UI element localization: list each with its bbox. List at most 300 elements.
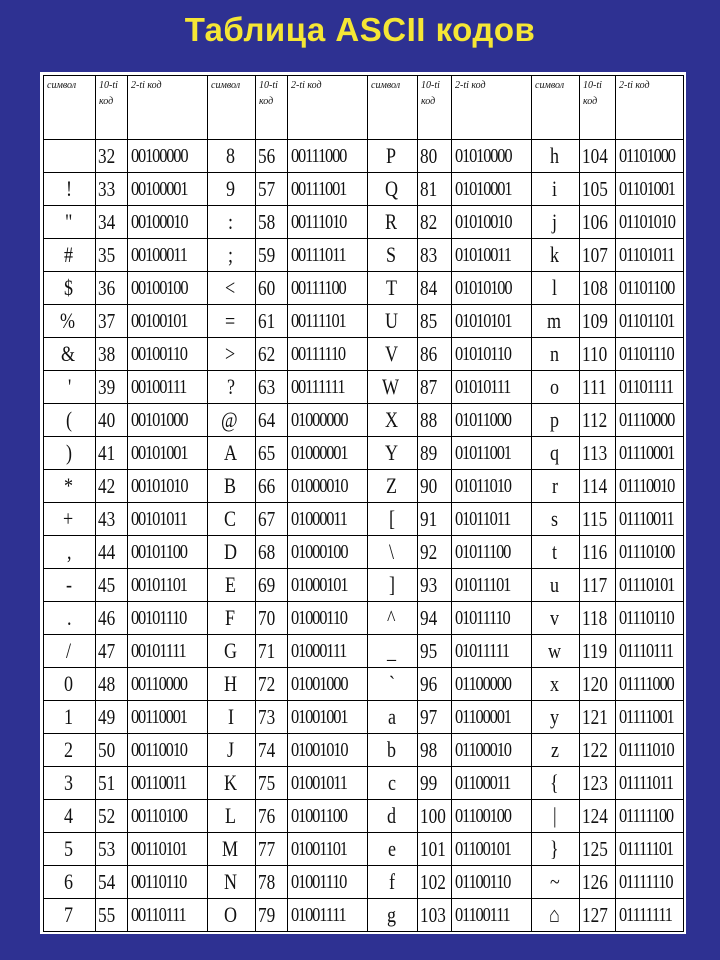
- decimal-cell-text: 126: [582, 869, 608, 894]
- table-row: [44, 833, 684, 866]
- table-row: [44, 206, 684, 239]
- binary-cell-text: 01100110: [455, 870, 511, 893]
- decimal-cell-text: 117: [582, 572, 608, 597]
- binary-cell: [128, 635, 208, 668]
- table-row: [44, 635, 684, 668]
- ascii-table: [43, 75, 684, 932]
- binary-cell-text: 00101000: [131, 408, 188, 431]
- decimal-cell: [418, 635, 452, 668]
- binary-cell: [616, 503, 684, 536]
- decimal-cell: [256, 140, 288, 173]
- symbol-cell: [368, 602, 418, 635]
- decimal-cell-text: 119: [582, 638, 608, 663]
- decimal-cell: [256, 371, 288, 404]
- binary-cell-text: 00111100: [291, 276, 346, 299]
- binary-cell-text: 01010111: [455, 375, 511, 398]
- table-row: [44, 173, 684, 206]
- binary-cell-text: 01101001: [619, 177, 675, 200]
- symbol-cell-text: [: [388, 506, 395, 531]
- binary-cell-text: 00110101: [131, 837, 187, 860]
- decimal-cell: [418, 206, 452, 239]
- decimal-cell-text: 96: [420, 671, 438, 696]
- symbol-cell-text: %: [60, 308, 76, 333]
- symbol-cell-text: ~: [549, 869, 560, 894]
- decimal-cell: [256, 239, 288, 272]
- symbol-cell: [44, 338, 96, 371]
- binary-cell-text: 00100000: [131, 144, 188, 167]
- decimal-cell-text: 52: [98, 803, 116, 828]
- symbol-cell: [208, 701, 256, 734]
- binary-cell-text: 00101100: [131, 540, 187, 563]
- symbol-cell: [532, 668, 580, 701]
- decimal-cell: [418, 470, 452, 503]
- binary-cell-text: 01110011: [619, 507, 674, 530]
- binary-cell: [452, 140, 532, 173]
- binary-cell-text: 01111110: [619, 870, 673, 893]
- decimal-cell: [96, 701, 128, 734]
- decimal-cell-text: 33: [98, 176, 116, 201]
- decimal-cell: [580, 635, 616, 668]
- decimal-cell-text: 86: [420, 341, 438, 366]
- symbol-cell: [368, 272, 418, 305]
- symbol-cell-text: k: [550, 242, 560, 267]
- symbol-cell-text: 2: [64, 737, 74, 762]
- decimal-cell-text: 76: [258, 803, 276, 828]
- decimal-cell-text: 72: [258, 671, 276, 696]
- symbol-cell-text: 4: [64, 803, 74, 828]
- symbol-cell: [208, 866, 256, 899]
- decimal-cell: [418, 536, 452, 569]
- symbol-cell-text: S: [386, 242, 397, 267]
- binary-cell-text: 00110111: [131, 903, 186, 926]
- binary-cell: [452, 668, 532, 701]
- symbol-cell-text: F: [225, 605, 236, 630]
- symbol-cell-text: n: [550, 341, 560, 366]
- decimal-cell-text: 78: [258, 869, 276, 894]
- decimal-cell: [580, 899, 616, 932]
- binary-cell: [288, 866, 368, 899]
- symbol-cell-text: f: [388, 869, 395, 894]
- binary-cell-text: 01010000: [455, 144, 512, 167]
- binary-cell: [288, 140, 368, 173]
- binary-cell: [288, 569, 368, 602]
- decimal-cell-text: 47: [98, 638, 116, 663]
- decimal-cell: [580, 833, 616, 866]
- binary-cell-text: 01111001: [619, 705, 674, 728]
- symbol-cell: [532, 437, 580, 470]
- decimal-cell-text: 41: [98, 440, 116, 465]
- decimal-cell-text: 110: [582, 341, 608, 366]
- symbol-cell: [208, 668, 256, 701]
- ascii-table-sheet: [40, 72, 686, 934]
- symbol-cell: [208, 470, 256, 503]
- binary-cell: [452, 437, 532, 470]
- decimal-cell: [96, 404, 128, 437]
- decimal-cell-text: 107: [582, 242, 608, 267]
- decimal-cell-text: 46: [98, 605, 116, 630]
- symbol-cell-text: L: [224, 803, 236, 828]
- binary-cell: [452, 371, 532, 404]
- table-row: [44, 305, 684, 338]
- decimal-cell: [418, 899, 452, 932]
- symbol-cell-text: ;: [228, 242, 234, 267]
- symbol-cell: [44, 569, 96, 602]
- binary-cell-text: 01100001: [455, 705, 511, 728]
- binary-cell-text: 00100101: [131, 309, 188, 332]
- binary-cell-text: 00100010: [131, 210, 188, 233]
- binary-cell: [616, 701, 684, 734]
- binary-cell-text: 00111010: [291, 210, 347, 233]
- symbol-cell: [368, 833, 418, 866]
- decimal-cell: [418, 569, 452, 602]
- symbol-cell: [208, 173, 256, 206]
- binary-cell-text: 01101010: [619, 210, 675, 233]
- symbol-cell-text: P: [386, 143, 397, 168]
- binary-cell-text: 01011000: [455, 408, 511, 431]
- decimal-cell-text: 40: [98, 407, 116, 432]
- symbol-cell-text: -: [65, 572, 72, 597]
- binary-cell-text: 01000111: [291, 639, 347, 662]
- symbol-cell-text: u: [550, 572, 560, 597]
- header-bin: 2-ti код: [452, 76, 532, 140]
- binary-cell: [288, 470, 368, 503]
- binary-cell: [128, 437, 208, 470]
- decimal-cell-text: 91: [420, 506, 438, 531]
- decimal-cell: [96, 800, 128, 833]
- symbol-cell: [368, 767, 418, 800]
- binary-cell-text: 01000101: [291, 573, 348, 596]
- decimal-cell-text: 35: [98, 242, 116, 267]
- table-row: [44, 767, 684, 800]
- table-row: [44, 569, 684, 602]
- decimal-cell: [256, 338, 288, 371]
- symbol-cell: [44, 899, 96, 932]
- symbol-cell-text: U: [384, 308, 398, 333]
- decimal-cell: [96, 470, 128, 503]
- symbol-cell: [44, 239, 96, 272]
- table-row: [44, 503, 684, 536]
- symbol-cell-text: <: [225, 275, 236, 300]
- decimal-cell: [418, 734, 452, 767]
- symbol-cell-text: `: [388, 671, 395, 696]
- decimal-cell-text: 53: [98, 836, 116, 861]
- symbol-cell-text: y: [550, 704, 560, 729]
- decimal-cell: [580, 602, 616, 635]
- symbol-cell-text: V: [384, 341, 398, 366]
- binary-cell: [452, 635, 532, 668]
- table-row: [44, 668, 684, 701]
- binary-cell-text: 01100101: [455, 837, 511, 860]
- decimal-cell-text: 65: [258, 440, 276, 465]
- symbol-cell-text: A: [223, 440, 237, 465]
- decimal-cell: [256, 899, 288, 932]
- symbol-cell: [44, 701, 96, 734]
- symbol-cell: [368, 668, 418, 701]
- decimal-cell: [96, 668, 128, 701]
- binary-cell: [288, 239, 368, 272]
- table-row: [44, 701, 684, 734]
- symbol-cell-text: +: [63, 506, 74, 531]
- symbol-cell: [208, 899, 256, 932]
- binary-cell-text: 01111010: [619, 738, 674, 761]
- binary-cell-text: 01000011: [291, 507, 347, 530]
- decimal-cell: [96, 437, 128, 470]
- decimal-cell-text: 120: [582, 671, 608, 696]
- symbol-cell: [368, 899, 418, 932]
- binary-cell: [128, 239, 208, 272]
- table-row: [44, 602, 684, 635]
- decimal-cell-text: 115: [582, 506, 608, 531]
- decimal-cell-text: 87: [420, 374, 438, 399]
- symbol-cell: [368, 866, 418, 899]
- decimal-cell: [418, 239, 452, 272]
- symbol-cell-text: J: [227, 737, 235, 762]
- symbol-cell-text: $: [64, 275, 74, 300]
- decimal-cell: [580, 239, 616, 272]
- header-dec: 10-ti код: [256, 76, 288, 140]
- binary-cell: [452, 206, 532, 239]
- binary-cell-text: 00101001: [131, 441, 188, 464]
- decimal-cell: [418, 140, 452, 173]
- binary-cell-text: 01001100: [291, 804, 347, 827]
- table-row: [44, 404, 684, 437]
- binary-cell-text: 01001110: [291, 870, 347, 893]
- symbol-cell-text: N: [223, 869, 237, 894]
- symbol-cell-text: a: [387, 704, 396, 729]
- binary-cell-text: 00111111: [291, 375, 345, 398]
- decimal-cell-text: 97: [420, 704, 438, 729]
- binary-cell-text: 01001101: [291, 837, 347, 860]
- table-row: [44, 470, 684, 503]
- binary-cell: [616, 470, 684, 503]
- decimal-cell-text: 48: [98, 671, 116, 696]
- binary-cell-text: 00100110: [131, 342, 187, 365]
- binary-cell-text: 00110000: [131, 672, 187, 695]
- symbol-cell: [44, 140, 96, 173]
- symbol-cell: [44, 404, 96, 437]
- decimal-cell-text: 77: [258, 836, 276, 861]
- binary-cell-text: 01001111: [291, 903, 346, 926]
- decimal-cell-text: 114: [582, 473, 608, 498]
- binary-cell-text: 01110100: [619, 540, 675, 563]
- decimal-cell-text: 116: [582, 539, 608, 564]
- symbol-cell-text: 9: [226, 176, 236, 201]
- symbol-cell-text: #: [64, 242, 74, 267]
- decimal-cell: [580, 338, 616, 371]
- decimal-cell-text: 85: [420, 308, 438, 333]
- binary-cell: [128, 734, 208, 767]
- decimal-cell: [96, 272, 128, 305]
- symbol-cell-text: D: [223, 539, 237, 564]
- symbol-cell-text: m: [546, 308, 561, 333]
- binary-cell: [128, 569, 208, 602]
- table-row: [44, 272, 684, 305]
- symbol-cell: [44, 800, 96, 833]
- binary-cell: [128, 536, 208, 569]
- decimal-cell: [580, 734, 616, 767]
- symbol-cell-text: i: [552, 176, 558, 201]
- table-row: [44, 239, 684, 272]
- decimal-cell-text: 32: [98, 143, 116, 168]
- binary-cell-text: 00101110: [131, 606, 187, 629]
- decimal-cell: [256, 437, 288, 470]
- symbol-cell: [208, 404, 256, 437]
- symbol-cell: [44, 470, 96, 503]
- symbol-cell-text: ,: [66, 539, 72, 564]
- symbol-cell: [368, 800, 418, 833]
- symbol-cell-text: C: [224, 506, 237, 531]
- binary-cell-text: 01100000: [455, 672, 511, 695]
- symbol-cell: [44, 371, 96, 404]
- decimal-cell-text: 55: [98, 902, 116, 927]
- binary-cell-text: 01011101: [455, 573, 511, 596]
- binary-cell-text: 01111000: [619, 672, 674, 695]
- symbol-cell-text: I: [227, 704, 234, 729]
- decimal-cell: [418, 404, 452, 437]
- binary-cell: [452, 503, 532, 536]
- symbol-cell-text: M: [221, 836, 238, 861]
- header-symbol: символ: [208, 76, 256, 140]
- decimal-cell-text: 92: [420, 539, 438, 564]
- binary-cell: [616, 899, 684, 932]
- symbol-cell: [368, 239, 418, 272]
- binary-cell: [616, 140, 684, 173]
- binary-cell: [452, 173, 532, 206]
- symbol-cell: [368, 536, 418, 569]
- symbol-cell-text: O: [223, 902, 237, 927]
- binary-cell-text: 01110110: [619, 606, 674, 629]
- decimal-cell: [256, 569, 288, 602]
- decimal-cell: [580, 305, 616, 338]
- symbol-cell-text: o: [550, 374, 560, 399]
- symbol-cell: [368, 173, 418, 206]
- binary-cell: [128, 140, 208, 173]
- symbol-cell-text: *: [64, 473, 74, 498]
- decimal-cell: [580, 173, 616, 206]
- symbol-cell: [532, 503, 580, 536]
- decimal-cell-text: 45: [98, 572, 116, 597]
- symbol-cell: [532, 206, 580, 239]
- decimal-cell-text: 37: [98, 308, 116, 333]
- binary-cell: [288, 767, 368, 800]
- binary-cell: [616, 833, 684, 866]
- binary-cell-text: 01000110: [291, 606, 347, 629]
- binary-cell: [616, 371, 684, 404]
- binary-cell-text: 01110111: [619, 639, 673, 662]
- binary-cell: [452, 404, 532, 437]
- binary-cell-text: 01010010: [455, 210, 512, 233]
- symbol-cell-text: c: [387, 770, 396, 795]
- binary-cell: [128, 602, 208, 635]
- decimal-cell: [96, 140, 128, 173]
- symbol-cell-text: E: [224, 572, 236, 597]
- binary-cell: [128, 701, 208, 734]
- binary-cell-text: 01011010: [455, 474, 511, 497]
- binary-cell: [128, 305, 208, 338]
- symbol-cell-text: g: [387, 902, 397, 927]
- decimal-cell-text: 81: [420, 176, 438, 201]
- symbol-cell-text: z: [550, 737, 559, 762]
- decimal-cell: [418, 272, 452, 305]
- decimal-cell: [418, 602, 452, 635]
- symbol-cell: [368, 338, 418, 371]
- decimal-cell-text: 73: [258, 704, 276, 729]
- symbol-cell: [208, 536, 256, 569]
- binary-cell: [288, 305, 368, 338]
- binary-cell-text: 00101011: [131, 507, 187, 530]
- binary-cell-text: 01100111: [455, 903, 510, 926]
- symbol-cell: [532, 767, 580, 800]
- binary-cell-text: 00100100: [131, 276, 188, 299]
- symbol-cell-text: X: [384, 407, 398, 432]
- binary-cell: [288, 800, 368, 833]
- binary-cell-text: 01110101: [619, 573, 675, 596]
- decimal-cell-text: 49: [98, 704, 116, 729]
- binary-cell-text: 01011011: [455, 507, 511, 530]
- symbol-cell: [368, 569, 418, 602]
- binary-cell: [616, 767, 684, 800]
- binary-cell-text: 01110010: [619, 474, 675, 497]
- binary-cell-text: 01101101: [619, 309, 675, 332]
- table-row: [44, 371, 684, 404]
- binary-cell-text: 01000010: [291, 474, 348, 497]
- symbol-cell-text: =: [225, 308, 236, 333]
- binary-cell: [616, 800, 684, 833]
- symbol-cell: [208, 239, 256, 272]
- binary-cell-text: 01000100: [291, 540, 348, 563]
- symbol-cell: [532, 569, 580, 602]
- binary-cell: [288, 833, 368, 866]
- symbol-cell-text: :: [228, 209, 234, 234]
- decimal-cell: [418, 338, 452, 371]
- symbol-cell: [44, 668, 96, 701]
- symbol-cell: [208, 140, 256, 173]
- header-symbol: символ: [44, 76, 96, 140]
- binary-cell: [288, 734, 368, 767]
- decimal-cell-text: 61: [258, 308, 276, 333]
- table-row: [44, 866, 684, 899]
- binary-cell: [616, 635, 684, 668]
- decimal-cell: [96, 833, 128, 866]
- decimal-cell: [96, 239, 128, 272]
- header-symbol: символ: [532, 76, 580, 140]
- symbol-cell: [44, 734, 96, 767]
- decimal-cell: [96, 734, 128, 767]
- decimal-cell: [418, 371, 452, 404]
- decimal-cell-text: 79: [258, 902, 276, 927]
- binary-cell: [128, 866, 208, 899]
- decimal-cell: [96, 602, 128, 635]
- decimal-cell: [256, 404, 288, 437]
- symbol-cell: [532, 470, 580, 503]
- binary-cell-text: 00100111: [131, 375, 187, 398]
- symbol-cell-text: e: [387, 836, 396, 861]
- decimal-cell-text: 44: [98, 539, 116, 564]
- binary-cell: [616, 404, 684, 437]
- binary-cell: [452, 338, 532, 371]
- symbol-cell-text: r: [551, 473, 558, 498]
- decimal-cell-text: 99: [420, 770, 438, 795]
- decimal-cell-text: 67: [258, 506, 276, 531]
- decimal-cell: [96, 866, 128, 899]
- binary-cell-text: 01010011: [455, 243, 511, 266]
- symbol-cell-text: K: [223, 770, 237, 795]
- decimal-cell: [580, 866, 616, 899]
- binary-cell-text: 01101011: [619, 243, 675, 266]
- decimal-cell: [580, 404, 616, 437]
- decimal-cell-text: 98: [420, 737, 438, 762]
- binary-cell: [452, 602, 532, 635]
